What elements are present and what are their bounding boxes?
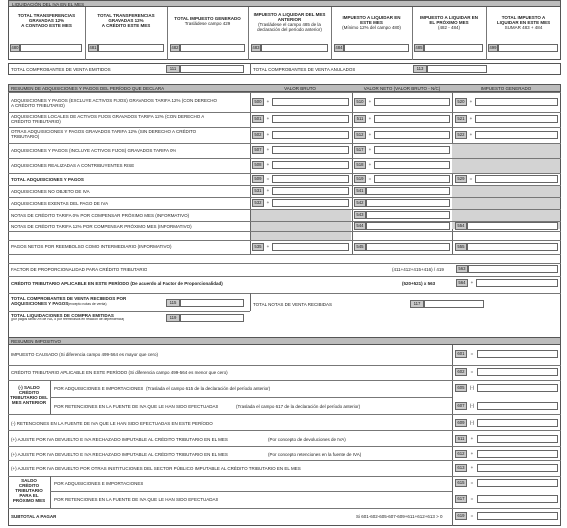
code-485: 485 — [414, 44, 424, 52]
sign-500: + — [266, 99, 270, 105]
col-480-l1: TOTAL TRANSFERENCIAS — [17, 13, 76, 18]
code-483: 483 — [251, 44, 261, 52]
field-512[interactable] — [374, 131, 450, 139]
field-607[interactable] — [477, 402, 558, 410]
field-601[interactable] — [477, 350, 558, 358]
sign-532: + — [266, 200, 270, 206]
field-510[interactable] — [374, 98, 450, 106]
recibidos-note: (excepto notas de venta) — [68, 302, 107, 306]
col-481-l3: A CRÉDITO ESTE MES — [101, 23, 151, 28]
row-543-label: NOTAS DE CRÉDITO TARIFA 0% POR COMPENSAR PRÓXIMO MES (INFORMATIVO) — [11, 213, 190, 218]
col-485-l3: (482 - 484) — [437, 25, 460, 30]
field-541[interactable] — [366, 187, 450, 195]
sign-609: (-) — [469, 420, 475, 426]
field-522[interactable] — [475, 131, 558, 139]
col-484-l2: ESTE MES — [360, 20, 383, 25]
saldo-proximo-l5: PRÓXIMO MES — [12, 498, 46, 503]
col-499-l1: TOTAL IMPUESTO A — [501, 15, 546, 20]
sign-511: + — [368, 116, 372, 122]
code-612: 612 — [455, 450, 467, 458]
code-522: 522 — [455, 131, 467, 139]
field-508[interactable] — [272, 161, 349, 169]
sign-520: + — [469, 99, 473, 105]
col-483-l3: (Trasládese el campo 485 de la — [258, 22, 321, 27]
sign-601: = — [470, 351, 474, 357]
sign-617: = — [470, 496, 474, 502]
code-531: 531 — [252, 187, 264, 195]
code-529: 529 — [455, 175, 467, 183]
code-555: 555 — [455, 243, 467, 251]
ant-adq-label: POR ADQUISICIONES E IMPORTACIONES — [54, 386, 144, 391]
code-564: 564 — [456, 279, 468, 287]
sign-564: + — [470, 280, 474, 286]
subtotal-label: SUBTOTAL A PAGAR — [11, 514, 57, 519]
liquidaciones-label-l2: (por pagos tarifa 0% de IVA, o por reembolsos en relación de dependencia) — [11, 318, 125, 321]
code-510: 510 — [354, 98, 366, 106]
field-518[interactable] — [374, 161, 450, 169]
code-511: 511 — [354, 115, 366, 123]
recibidos-label-l1: TOTAL COMPROBANTES DE VENTA RECIBIDOS POR — [11, 296, 127, 301]
row-502-label-l2: TRIBUTARIO) — [11, 134, 40, 139]
col-481-l1: TOTAL TRANSFERENCIAS — [97, 13, 155, 18]
field-482[interactable] — [180, 44, 245, 52]
sign-507: + — [266, 147, 270, 153]
code-615: 615 — [455, 479, 467, 487]
anulados-label: TOTAL COMPROBANTES DE VENTA ANULADOS — [253, 67, 356, 72]
code-512: 512 — [354, 131, 366, 139]
code-521: 521 — [455, 115, 467, 123]
col-484-l3: (Mínimo 12% del campo 480) — [342, 25, 401, 30]
ant-ret-label: POR RETENCIONES EN LA FUENTE DE IVA QUE LE HAN SIDO EFECTUADAS — [54, 404, 219, 409]
code-499: 499 — [488, 44, 498, 52]
row-500-label-l2: A CRÉDITO TRIBUTARIO) — [11, 103, 65, 108]
sign-535: + — [266, 244, 270, 250]
sign-512: + — [368, 132, 372, 138]
sign-531: + — [266, 188, 270, 194]
saldo-anterior-l3: TRIBUTARIO DEL — [10, 395, 48, 400]
col-483-l4: declaración del período anterior) — [257, 27, 322, 32]
code-509: 509 — [252, 175, 264, 183]
field-519[interactable] — [374, 175, 450, 183]
field-481[interactable] — [98, 44, 164, 52]
ret-mes-label: (-) RETENCIONES EN LA FUENTE DE IVA QUE LE HAN SIDO EFECTUADAS EN ESTE PERÍODO — [11, 421, 213, 426]
field-611[interactable] — [477, 435, 558, 443]
sign-517: + — [368, 147, 372, 153]
col-480-l3: A CONTADO ESTE MES — [21, 23, 72, 28]
code-117: 117 — [410, 300, 424, 308]
emitidos-label: TOTAL COMPROBANTES DE VENTA EMITIDOS — [11, 67, 111, 72]
saldo-proximo-l3: TRIBUTARIO — [15, 488, 43, 493]
ant-adq-note: (Traslada el campo 615 de la declaración del período anterior) — [146, 386, 271, 391]
field-554[interactable] — [467, 222, 558, 230]
section-header-resumen — [8, 337, 561, 345]
field-542[interactable] — [366, 199, 450, 207]
field-115[interactable] — [180, 299, 244, 307]
col-481-l2: GRAVADAS 12% — [108, 18, 144, 23]
recibidos-label-l2: ADQUISICIONES Y PAGOS — [11, 301, 69, 306]
code-543: 543 — [354, 211, 366, 219]
code-544: 544 — [354, 222, 366, 230]
code-609: 609 — [455, 419, 467, 427]
sign-509: = — [266, 176, 270, 182]
factor-formula: (411+412+415+416) / 419 — [392, 267, 444, 272]
code-484: 484 — [334, 44, 344, 52]
field-605[interactable] — [477, 384, 558, 392]
liquidacion-columns — [8, 7, 561, 60]
row-532-label: ADQUISICIONES EXENTAS DEL PAGO DE IVA — [11, 201, 109, 206]
row-509-label: TOTAL ADQUISICIONES Y PAGOS — [11, 177, 84, 182]
field-619[interactable] — [477, 512, 558, 520]
code-602: 602 — [455, 368, 467, 376]
code-482: 482 — [170, 44, 180, 52]
code-535: 535 — [252, 243, 264, 251]
sign-607: (-) — [469, 403, 475, 409]
field-500[interactable] — [272, 98, 349, 106]
section-header-liquidacion — [8, 0, 561, 7]
credit-formula: (520+521) x 563 — [402, 281, 436, 286]
field-529[interactable] — [475, 175, 558, 183]
field-499[interactable] — [498, 44, 558, 52]
code-520: 520 — [455, 98, 467, 106]
col-480-l2: GRAVADAS 12% — [28, 18, 65, 23]
code-119: 119 — [166, 314, 180, 322]
field-602[interactable] — [477, 368, 558, 376]
prox-adq-label: POR ADQUISICIONES E IMPORTACIONES — [54, 481, 144, 486]
ajuste-2-label: (+) AJUSTE POR IVA DEVUELTO E IVA RECHAZADO IMPUTABLE AL CRÉDITO TRIBUTARIO EN EL MES — [11, 452, 228, 457]
field-545[interactable] — [366, 243, 450, 251]
code-519: 519 — [354, 175, 366, 183]
field-535[interactable] — [272, 243, 349, 251]
sign-519: = — [368, 176, 372, 182]
sign-518: + — [368, 162, 372, 168]
field-617[interactable] — [477, 495, 558, 503]
code-601: 601 — [455, 350, 467, 358]
field-484[interactable] — [344, 44, 409, 52]
saldo-anterior-l1: (-) SALDO — [18, 385, 40, 390]
saldo-proximo-l2: CRÉDITO — [18, 483, 40, 488]
saldo-proximo-l4: PARA EL — [19, 493, 39, 498]
ant-ret-note: (Traslada el campo 617 de la declaración del período anterior) — [236, 404, 361, 409]
code-542: 542 — [354, 199, 366, 207]
field-613[interactable] — [477, 464, 558, 472]
row-501-label-l2: CRÉDITO TRIBUTARIO) — [11, 119, 61, 124]
code-541: 541 — [354, 187, 366, 195]
code-518: 518 — [354, 161, 366, 169]
subtotal-formula: Si 601-602-605-607-609+611+612+613 > 0 — [356, 514, 443, 519]
credito-label: CRÉDITO TRIBUTARIO APLICABLE EN ESTE PERÍODO (Si diferencia campo 499-564 es menor que cero) — [11, 370, 228, 375]
field-502[interactable] — [272, 131, 349, 139]
code-605: 605 — [455, 384, 467, 392]
ajuste-3-label: (+) AJUSTE POR IVA DEVUELTO POR OTRAS INSTITUCIONES DEL SECTOR PÚBLICO IMPUTABLE AL CRÉDITO TRIBUTARIO EN EL MES — [11, 466, 301, 471]
field-543[interactable] — [366, 211, 450, 219]
field-507[interactable] — [272, 146, 349, 154]
sign-529: = — [469, 176, 473, 182]
code-481: 481 — [88, 44, 98, 52]
code-554: 554 — [455, 222, 467, 230]
sign-508: + — [266, 162, 270, 168]
row-535-label: PAGOS NETOS POR REEMBOLSO COMO INTERMEDIARIO (INFORMATIVO) — [11, 244, 172, 249]
section-title: LIQUIDACIÓN DEL IVA EN EL MES — [12, 2, 85, 7]
col-499-l2: LIQUIDAR EN ESTE MES — [496, 20, 551, 25]
row-507-label: ADQUISICIONES Y PAGOS (INCLUYE ACTIVOS FIJOS) GRAVADOS TARIFA 0% — [11, 148, 177, 153]
field-480[interactable] — [20, 44, 82, 52]
field-509[interactable] — [272, 175, 349, 183]
code-607: 607 — [455, 402, 467, 410]
code-115: 115 — [166, 299, 180, 307]
row-500-label-l1: ADQUISICIONES Y PAGOS (EXCLUYE ACTIVOS FIJOS) GRAVADOS TARIFA 12% (CON DERECHO — [11, 98, 217, 103]
field-483[interactable] — [261, 44, 328, 52]
field-609[interactable] — [477, 419, 558, 427]
code-507: 507 — [252, 146, 264, 154]
field-521[interactable] — [475, 115, 558, 123]
col-483-l2: ANTERIOR — [277, 17, 302, 22]
field-612[interactable] — [477, 450, 558, 458]
code-502: 502 — [252, 131, 264, 139]
field-531[interactable] — [272, 187, 349, 195]
col-483-l1: IMPUESTO A LIQUIDAR DEL MES — [253, 12, 326, 17]
col-485-l2: EL PRÓXIMO MES — [429, 20, 469, 25]
col-484-l1: IMPUESTO A LIQUIDAR EN — [342, 15, 401, 20]
ajuste-1-label: (+) AJUSTE POR IVA DEVUELTO E IVA RECHAZADO IMPUTABLE AL CRÉDITO TRIBUTARIO EN EL MES — [11, 437, 228, 442]
code-532: 532 — [252, 199, 264, 207]
field-520[interactable] — [475, 98, 558, 106]
shaded-bruto — [251, 209, 351, 240]
field-532[interactable] — [272, 199, 349, 207]
code-611: 611 — [455, 435, 467, 443]
sign-612: + — [470, 451, 474, 457]
prox-ret-label: POR RETENCIONES EN LA FUENTE DE IVA QUE LE HAN SIDO EFECTUADAS — [54, 497, 219, 502]
field-511[interactable] — [374, 115, 450, 123]
notas-venta-label: TOTAL NOTAS DE VENTA RECIBIDAS — [253, 302, 333, 307]
liquidaciones-label-l1: TOTAL LIQUIDACIONES DE COMPRA EMITIDAS — [11, 313, 114, 318]
code-617: 617 — [455, 495, 467, 503]
row-501-label-l1: ADQUISICIONES LOCALES DE ACTIVOS FIJOS GRAVADOS TARIFA 12% (CON DERECHO A — [11, 114, 205, 119]
row-531-label: ADQUISICIONES NO OBJETO DE IVA — [11, 189, 90, 194]
field-113[interactable] — [427, 65, 487, 73]
field-544[interactable] — [366, 222, 450, 230]
row-544-label: NOTAS DE CRÉDITO TARIFA 12% POR COMPENSAR PRÓXIMO MES (INFORMATIVO) — [11, 224, 192, 229]
col-impuesto-generado: IMPUESTO GENERADO — [480, 86, 532, 91]
col-valor-neto: VALOR NETO (VALOR BRUTO - N/C) — [363, 86, 441, 91]
code-545: 545 — [354, 243, 366, 251]
field-555[interactable] — [467, 243, 558, 251]
sign-619: = — [470, 513, 474, 519]
saldo-proximo-l1: SALDO — [21, 478, 37, 483]
code-619: 619 — [455, 512, 467, 520]
col-499-l3: SUMAR 483 + 484 — [504, 25, 543, 30]
factor-label: FACTOR DE PROPORCIONALIDAD PARA CRÉDITO TRIBUTARIO — [11, 267, 148, 272]
code-480: 480 — [10, 44, 20, 52]
credit-label: CRÉDITO TRIBUTARIO APLICABLE EN ESTE PERÍODO (De acuerdo al Factor de Proporcionalidad) — [11, 281, 223, 286]
col-485-l1: IMPUESTO A LIQUIDAR EN — [419, 15, 479, 20]
sign-510: + — [368, 99, 372, 105]
field-564[interactable] — [476, 279, 558, 287]
saldo-anterior-l2: CRÉDITO — [18, 390, 40, 395]
section3-title: RESUMEN IMPOSITIVO — [11, 339, 62, 344]
field-517[interactable] — [374, 146, 450, 154]
row-508-label: ADQUISICIONES REALIZADAS A CONTRIBUYENTES RISE — [11, 163, 135, 168]
sign-605: (-) — [469, 385, 475, 391]
code-517: 517 — [354, 146, 366, 154]
code-500: 500 — [252, 98, 264, 106]
field-485[interactable] — [424, 44, 483, 52]
field-501[interactable] — [272, 115, 349, 123]
col-valor-bruto: VALOR BRUTO — [284, 86, 316, 91]
code-501: 501 — [252, 115, 264, 123]
sign-611: + — [470, 436, 474, 442]
sign-502: + — [266, 132, 270, 138]
saldo-anterior-l4: MES ANTERIOR — [11, 400, 47, 405]
code-111: 111 — [166, 65, 180, 73]
code-508: 508 — [252, 161, 264, 169]
ajuste-1-note: (Por concepto de devoluciones de IVA) — [268, 437, 346, 442]
field-119[interactable] — [180, 314, 244, 322]
sign-522: + — [469, 132, 473, 138]
sign-615: = — [470, 480, 474, 486]
sign-521: + — [469, 116, 473, 122]
causado-label: IMPUESTO CAUSADO (Si diferencia campo 499-564 es mayor que cero) — [11, 352, 158, 357]
col-482-l1: TOTAL IMPUESTO GENERADO — [174, 16, 241, 21]
field-111[interactable] — [180, 65, 244, 73]
row-502-label-l1: OTRAS ADQUISICIONES Y PAGOS GRAVADOS TARIFA 12% (SIN DERECHO A CRÉDITO — [11, 129, 197, 134]
code-113: 113 — [413, 65, 427, 73]
col-482-l2: Trasládese campo 429 — [184, 21, 231, 26]
field-615[interactable] — [477, 479, 558, 487]
section2-title: RESUMEN DE ADQUISICIONES Y PAGOS DEL PERÍODO QUE DECLARA — [11, 86, 165, 91]
code-563: 563 — [456, 265, 468, 273]
sign-613: + — [470, 465, 474, 471]
sign-602: = — [470, 369, 474, 375]
field-563[interactable] — [468, 265, 558, 273]
ajuste-2-note: (Por concepto retenciones en la fuente de IVA) — [268, 452, 362, 457]
code-613: 613 — [455, 464, 467, 472]
field-117[interactable] — [424, 300, 484, 308]
sign-501: + — [266, 116, 270, 122]
